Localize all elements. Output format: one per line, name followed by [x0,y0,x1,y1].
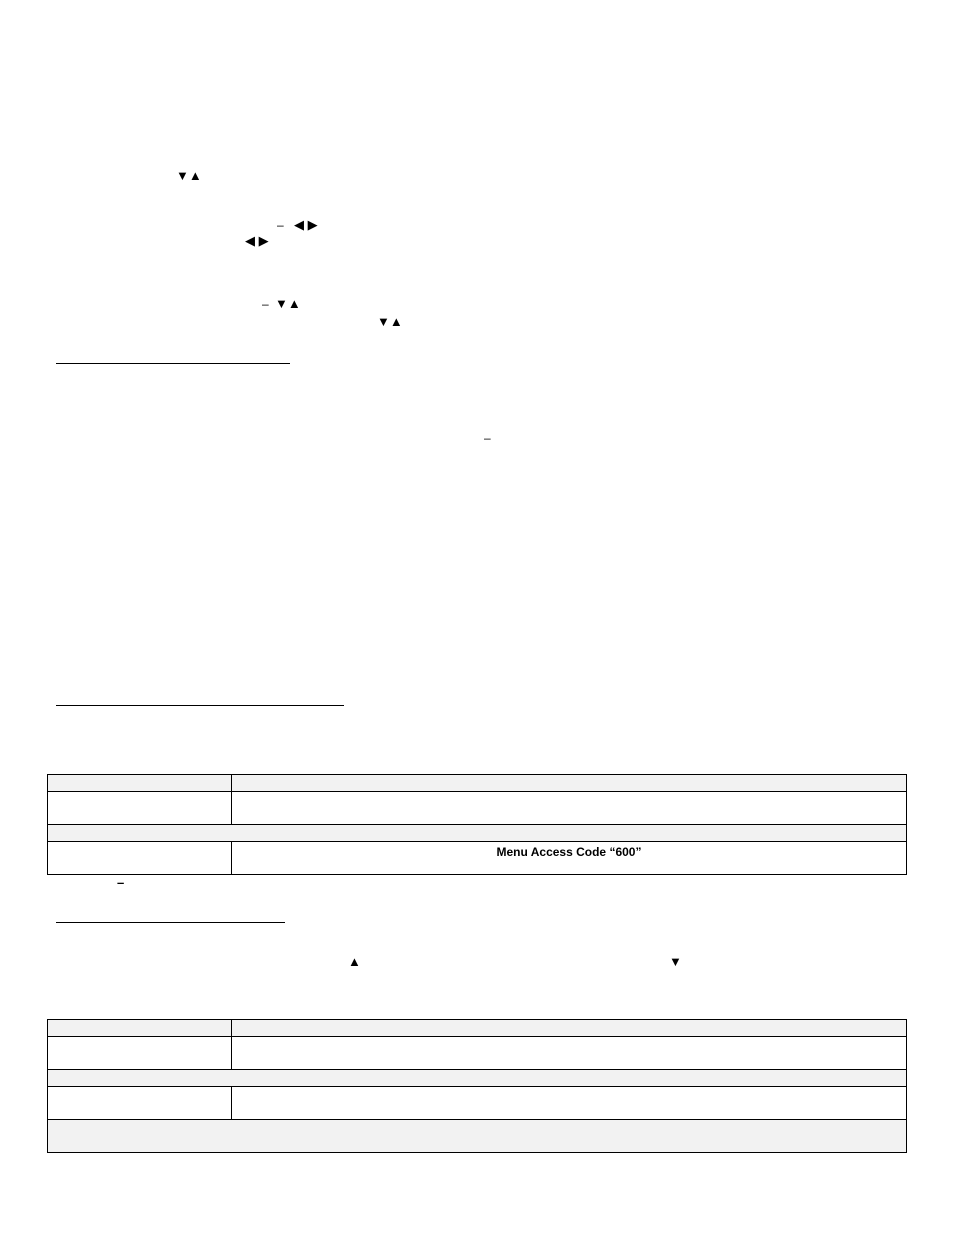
left-right-arrows-icon: ◀ ▶ [245,233,269,248]
table-cell [232,1020,907,1037]
table-cell [232,792,907,825]
dash-glyph: – [277,218,284,232]
table-note-row [48,1120,907,1153]
menu-access-code-cell: Menu Access Code “600” [232,842,907,875]
table-row [48,1037,907,1070]
table-band-row [48,1070,907,1087]
table-cell [232,1087,907,1120]
section-heading-underline [56,363,290,364]
table-cell [48,1020,232,1037]
table-header-row [48,1020,907,1037]
down-arrow-icon: ▼ [669,954,682,969]
dash-glyph: – [484,431,491,445]
table-cell [48,1070,907,1087]
menu-access-table [47,774,907,875]
section-heading-underline [56,922,285,923]
dash-glyph: – [262,297,269,311]
table-band-row [48,825,907,842]
down-up-arrows-icon: ▼▲ [275,296,301,311]
table-cell [48,792,232,825]
table-cell [48,1037,232,1070]
table-cell [48,1120,907,1153]
dash-glyph: – [117,875,125,890]
table-cell [48,842,232,875]
down-up-arrows-icon: ▼▲ [377,314,403,329]
table-cell [48,825,907,842]
table-row [48,1087,907,1120]
table-cell [232,775,907,792]
left-right-arrows-icon: ◀ ▶ [294,217,318,232]
section-heading-underline [56,705,344,706]
table-cell [48,1087,232,1120]
table-header-row [48,775,907,792]
up-arrow-icon: ▲ [348,954,361,969]
down-up-arrows-icon: ▼▲ [176,168,202,183]
table-row [48,792,907,825]
settings-table [47,1019,907,1153]
table-cell [48,775,232,792]
table-cell [232,1037,907,1070]
table-row [48,842,907,875]
